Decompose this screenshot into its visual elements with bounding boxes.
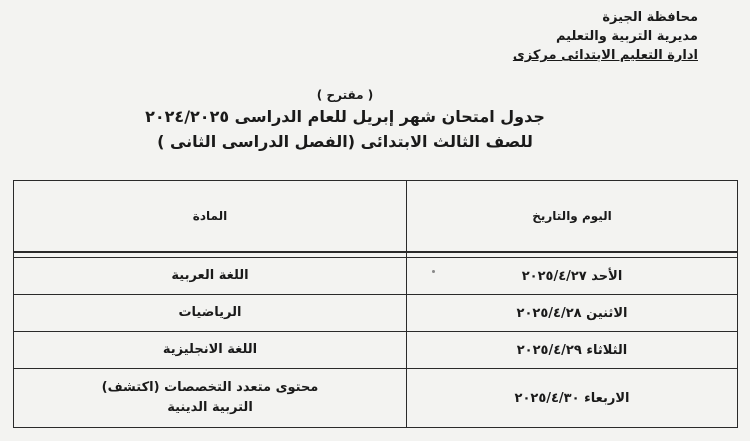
subject-line: اللغة العربية	[171, 268, 249, 283]
governorate-line: محافظة الجيزة	[602, 10, 698, 25]
table-row	[14, 332, 738, 369]
row-subject	[14, 295, 407, 332]
letterhead	[513, 8, 698, 65]
proposal-label: ( مقترح )	[316, 88, 374, 102]
row-subject	[14, 369, 407, 428]
subject-line: محتوى متعدد التخصصات (اكتشف)	[101, 380, 319, 395]
header-day-date: اليوم والتاريخ	[407, 181, 738, 253]
row-day-date: الأحد ٢٠٢٥/٤/٢٧	[407, 258, 738, 295]
table-row	[14, 258, 738, 295]
table-row	[14, 369, 738, 428]
row-day-date: الثلاثاء ٢٠٢٥/٤/٢٩	[407, 332, 738, 369]
subject-line: اللغة الانجليزية	[162, 342, 258, 357]
directorate-line: مديرية التربية والتعليم	[555, 29, 698, 44]
row-day-date: الاربعاء ٢٠٢٥/٤/٣٠	[407, 369, 738, 428]
table-row	[14, 295, 738, 332]
subject-line: التربية الدينية	[167, 400, 253, 415]
row-day-date: الاثنين ٢٠٢٥/٤/٢٨	[407, 295, 738, 332]
table-header-row	[14, 181, 738, 253]
page-title: جدول امتحان شهر إبريل للعام الدراسى ٢٠٢٤/٢٠٢٥	[145, 107, 545, 126]
schedule-table	[13, 180, 738, 428]
document-titles	[110, 86, 580, 154]
header-subject: المادة	[14, 181, 407, 253]
page-subtitle: للصف الثالث الابتدائى (الفصل الدراسى الثانى )	[157, 132, 533, 151]
row-subject	[14, 332, 407, 369]
administration-line: ادارة التعليم الابتدائى مركزى	[512, 48, 698, 63]
row-subject	[14, 258, 407, 295]
subject-line: الرياضيات	[178, 305, 242, 320]
